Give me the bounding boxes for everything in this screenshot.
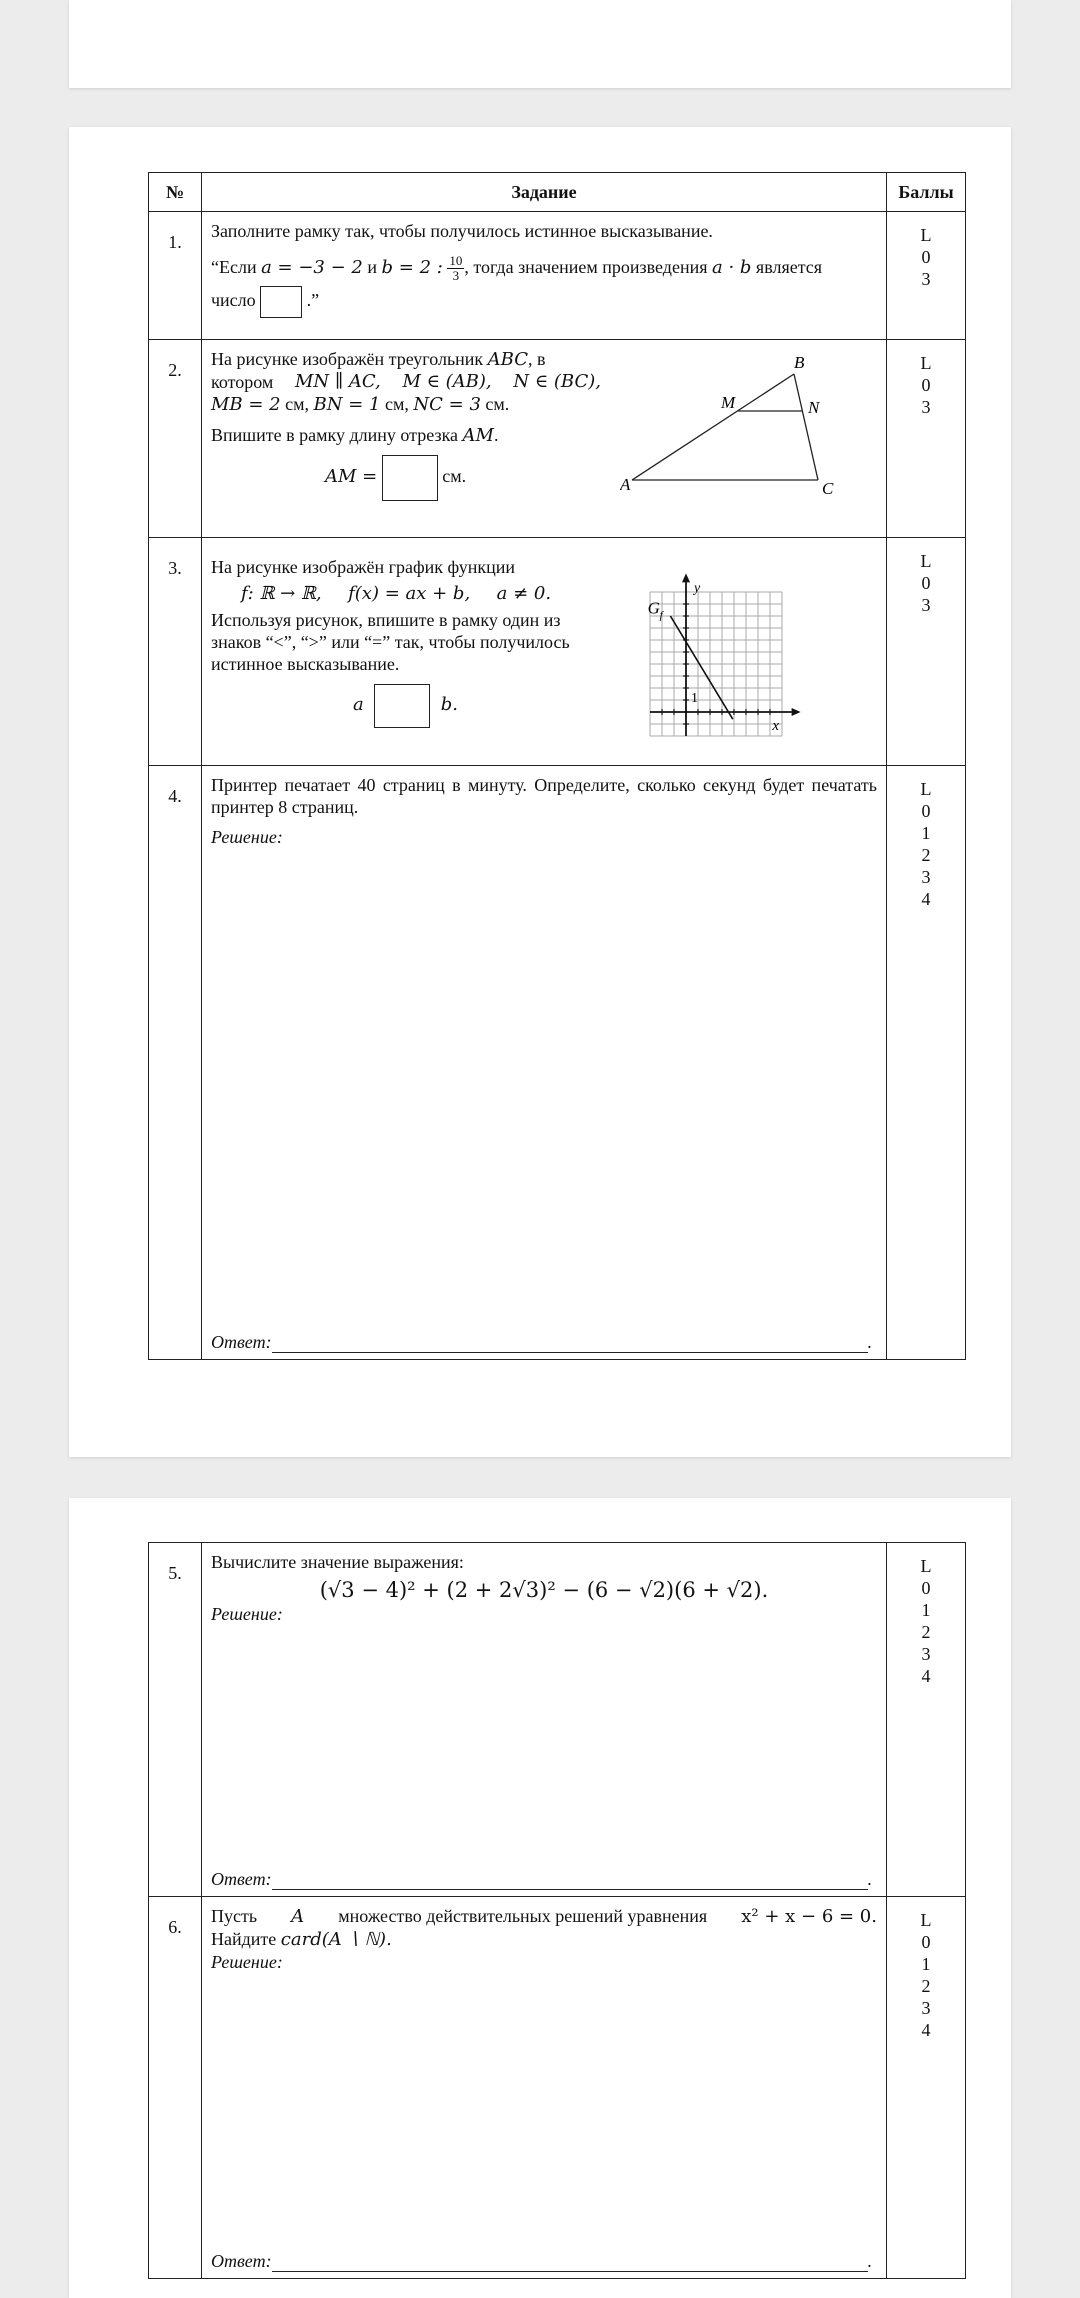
- task-row-6: [149, 1897, 966, 2279]
- task-5-text: Вычислите значение выражения:: [211, 1552, 464, 1572]
- x-axis-arrow: [792, 708, 801, 716]
- task-number: 3.: [149, 538, 202, 766]
- answer-line[interactable]: Ответ: .: [211, 1332, 873, 1352]
- task-number: 2.: [149, 340, 202, 538]
- am-label: AM =: [325, 466, 378, 487]
- task-1-a-expression: a = −3 − 2: [261, 257, 363, 278]
- tasks-table-2: [148, 1542, 966, 2279]
- header-number: №: [149, 173, 202, 212]
- task-1-text-tail: является: [755, 257, 823, 277]
- function-line: [670, 616, 732, 719]
- solution-label: Решение:: [211, 1604, 283, 1624]
- y-axis-label: y: [694, 581, 701, 596]
- task-3-text: На рисунке изображён график функции: [211, 557, 516, 577]
- graph-label-sub: f: [659, 609, 663, 622]
- points-cell-1: L 0 3: [887, 212, 966, 340]
- task-1-instruction: Заполните рамку так, чтобы получилось истинное высказывание.: [211, 221, 713, 241]
- triangle-name: ABC: [487, 349, 529, 370]
- task-content-1: [202, 212, 887, 340]
- task-content-4: [202, 766, 887, 1360]
- table-header-row: [149, 173, 966, 212]
- task-1-number-word: число: [211, 290, 256, 311]
- answer-line[interactable]: Ответ: .: [211, 2251, 873, 2271]
- task-row-1: [149, 212, 966, 340]
- unit-label: 1: [691, 691, 698, 706]
- task-content-3: На рисунке изображён график функции f: ℝ → ℝ, f(x) = ax + b, a ≠ 0. Используя рисунок, впишите в рамку один из знаков “<”, “>” или “=” так, чтобы получилось истинное высказывание. a b. y x G f 1: [202, 538, 887, 766]
- answer-box-1[interactable]: [260, 286, 302, 318]
- unit-cm: см.: [442, 466, 467, 486]
- task-number: 5.: [149, 1543, 202, 1897]
- task-1-b-expression: b = 2 :: [381, 257, 443, 278]
- task-row-5: [149, 1543, 966, 1897]
- task-6-text: множество действительных решений уравнения: [338, 1906, 708, 1926]
- page-3: [69, 1498, 1011, 2298]
- function-graph: [638, 562, 848, 746]
- condition-n: N ∈ (BC),: [513, 371, 601, 392]
- task-1-text: “Если: [211, 257, 257, 277]
- x-axis-label: x: [772, 718, 780, 734]
- points-cell-2: L 0 3: [887, 340, 966, 538]
- label-m: M: [721, 393, 736, 412]
- task-1-text-mid: , тогда значением произведения: [464, 257, 708, 277]
- function-condition: a ≠ 0.: [496, 583, 552, 604]
- label-n: N: [808, 398, 820, 417]
- points-cell-4: L 0 1 2 3 4: [887, 766, 966, 1360]
- tasks-table-1: [148, 172, 966, 1360]
- label-c: C: [822, 479, 834, 496]
- points-cell-3: L 0 3: [887, 538, 966, 766]
- task-1-close-quote: .”: [306, 290, 320, 311]
- task-row-3: [149, 538, 966, 766]
- task-content-2: На рисунке изображён треугольник ABC, в котором MN ∥ AC, M ∈ (AB), N ∈ (BC), MB = 2 см, BN = 1 см, NC = 3 см. Впишите в рамку длину отрезка AM. AM = см. A B C M N: [202, 340, 887, 538]
- task-5-expression: (√3 − 4)² + (2 + 2√3)² − (6 − √2)(6 + √2).: [319, 1578, 769, 1602]
- task-2-text: На рисунке изображён треугольник: [211, 349, 484, 369]
- task-4-text: Принтер печатает 40 страниц в минуту. Определите, сколько секунд будет печатать принтер 8 страниц.: [211, 775, 877, 817]
- task-2-prompt: Впишите в рамку длину отрезка: [211, 425, 459, 445]
- task-content-5: [202, 1543, 887, 1897]
- task-6-equation: x² + x − 6 = 0.: [741, 1906, 877, 1927]
- triangle-figure: [620, 356, 850, 496]
- answer-line[interactable]: Ответ: .: [211, 1869, 873, 1889]
- task-1-and: и: [367, 257, 378, 277]
- task-number: 1.: [149, 212, 202, 340]
- function-domain: f: ℝ → ℝ,: [241, 583, 322, 604]
- task-content-6: Пусть A множество действительных решений уравнения x² + x − 6 = 0. Найдите card(A ∖ ℕ). Решение: Ответ: .: [202, 1897, 887, 2279]
- label-b: B: [794, 356, 805, 372]
- task-row-4: [149, 766, 966, 1360]
- task-1-product: a · b: [712, 257, 752, 278]
- header-points: Баллы: [887, 173, 966, 212]
- header-task: Задание: [202, 173, 887, 212]
- condition-parallel: MN ∥ AC,: [294, 371, 381, 392]
- answer-box-3[interactable]: [374, 684, 430, 728]
- label-a: A: [620, 475, 631, 494]
- answer-box-2[interactable]: [382, 455, 438, 501]
- points-cell-6: L 0 1 2 3 4: [887, 1897, 966, 2279]
- solution-label: Решение:: [211, 827, 283, 847]
- points-cell-5: L 0 1 2 3 4: [887, 1543, 966, 1897]
- graph-label: G: [647, 598, 660, 618]
- page-2: [69, 127, 1011, 1457]
- solution-label: Решение:: [211, 1952, 283, 1972]
- task-6-card: card(A ∖ ℕ).: [280, 1929, 392, 1950]
- task-1-fraction: $\frac{10}{3}$: [449, 253, 463, 284]
- previous-page: [69, 0, 1011, 88]
- task-row-2: [149, 340, 966, 538]
- task-number: 6.: [149, 1897, 202, 2279]
- condition-m: M ∈ (AB),: [402, 371, 492, 392]
- function-definition: f(x) = ax + b,: [348, 583, 471, 604]
- y-axis-arrow: [682, 573, 690, 582]
- task-number: 4.: [149, 766, 202, 1360]
